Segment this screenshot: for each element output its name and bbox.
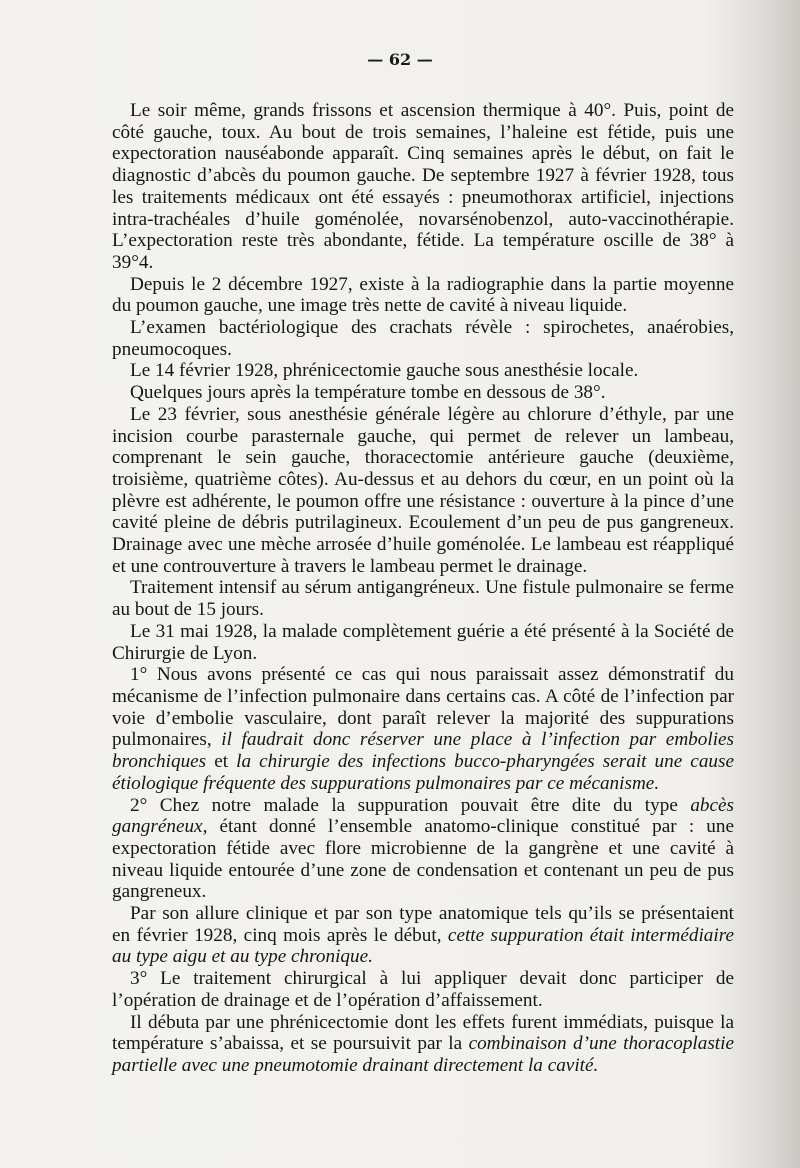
text-segment: et [206,751,237,773]
text-segment: Le 31 mai 1928, la malade complètement guérie a été présenté à la Société de Chirurgie de Lyon. [112,620,734,664]
paragraph-6 [112,577,734,620]
text-segment: Le 23 février, sous anesthésie générale légère au chlorure d’éthyle, par une incision courbe parasternale gauche, qui permet de relever un lambeau, comprenant le sein gauche, thoracectomie antérieure gauche (deuxième, troisième, quatrième côtes). Au-dessus et au dehors du cœur, en un point où la plèvre est adhérente, le poumon offre une résistance : ouverture à la pince d’une cavité pleine de débris putrilagineux. Ecoulement d’un peu de pus gangreneux. Drainage avec une mèche arrosée d’huile goménolée. Le lambeau est réappliqué et une controuverture à travers le lambeau permet le drainage. [112,403,734,577]
text-segment: Il débuta par une phrénicectomie dont les effets furent immédiats, puisque la température s’abaissa, et se poursuivit par la [112,1011,734,1055]
facing-page-bleedthrough [756,340,796,1060]
paragraph-1 [112,274,734,317]
text-segment: étant donné l’ensemble anatomo-clinique constitué par : une expectoration fétide avec flore microbienne de la gangrène et une cavité à niveau liquide entourée d’une zone de condensation et contenant un peu de pus gangreneux. [112,816,734,903]
paragraph-2 [112,317,734,360]
paragraph-3 [112,360,734,382]
paragraph-12 [112,1012,734,1077]
text-segment: Depuis le 2 décembre 1927, existe à la radiographie dans la partie moyenne du poumon gauche, une image très nette de cavité à niveau liquide. [112,273,734,317]
paragraph-8 [112,664,734,794]
text-segment: Quelques jours après la température tombe en dessous de 38°. [130,382,606,404]
italic-segment: combinaison d’une thoracoplastie partielle avec une pneumotomie drainant directement la cavité. [112,1033,734,1076]
paragraph-5 [112,404,734,578]
paragraph-0 [112,100,734,274]
paragraph-11 [112,968,734,1011]
paragraph-9 [112,795,734,904]
italic-segment: il faudrait donc réserver une place à l’infection par embolies bronchiques [112,729,735,773]
paragraph-7 [112,621,734,664]
italic-segment: cette suppuration était intermédiaire au type aigu et au type chronique. [112,924,734,968]
body-text [112,100,734,1077]
italic-segment: abcès gangréneux, [112,794,734,838]
text-segment: Le soir même, grands frissons et ascension thermique à 40°. Puis, point de côté gauche, toux. Au bout de trois semaines, l’haleine est fétide, puis une expectoration nauséabonde apparaît. Cinq semaines après le début, on fait le diagnostic d’abcès du poumon gauche. De septembre 1927 à février 1928, tous les traitements médicaux ont été essayés : pneumothorax artificiel, injections intra-trachéales d’huile goménolée, novarsénobenzol, auto-vaccinothérapie. L’expectoration reste très abondante, fétide. La température oscille de 38° à 39°4. [112,100,734,273]
text-segment: Le 14 février 1928, phrénicectomie gauche sous anesthésie locale. [130,360,639,382]
text-segment: Traitement intensif au sérum antigangréneux. Une fistule pulmonaire se ferme au bout de 15 jours. [112,577,734,621]
paragraph-10 [112,903,734,968]
text-segment: 3° Le traitement chirurgical à lui appliquer devait donc participer de l’opération de drainage et de l’opération d’affaissement. [112,968,734,1011]
page-number: — 62 — [367,50,433,69]
text-segment: L’examen bactériologique des crachats révèle : spirochetes, anaérobies, pneumocoques. [112,317,734,360]
text-segment: 2° Chez notre malade la suppuration pouvait être dite du type [130,794,691,816]
italic-segment: la chirurgie des infections bucco-pharyngées serait une cause étiologique fréquente des suppurations pulmonaires par ce mécanisme. [112,751,734,794]
paragraph-4 [112,382,734,404]
text-segment: 1° Nous avons présenté ce cas qui nous paraissait assez démonstratif du mécanisme de l’infection pulmonaire dans certains cas. A côté de l’infection par voie d’embolie vasculaire, dont paraît relever la majorité des suppurations pulmonaires, [112,664,734,751]
text-segment: Par son allure clinique et par son type anatomique tels qu’ils se présentaient en février 1928, cinq mois après le début, [112,903,734,946]
